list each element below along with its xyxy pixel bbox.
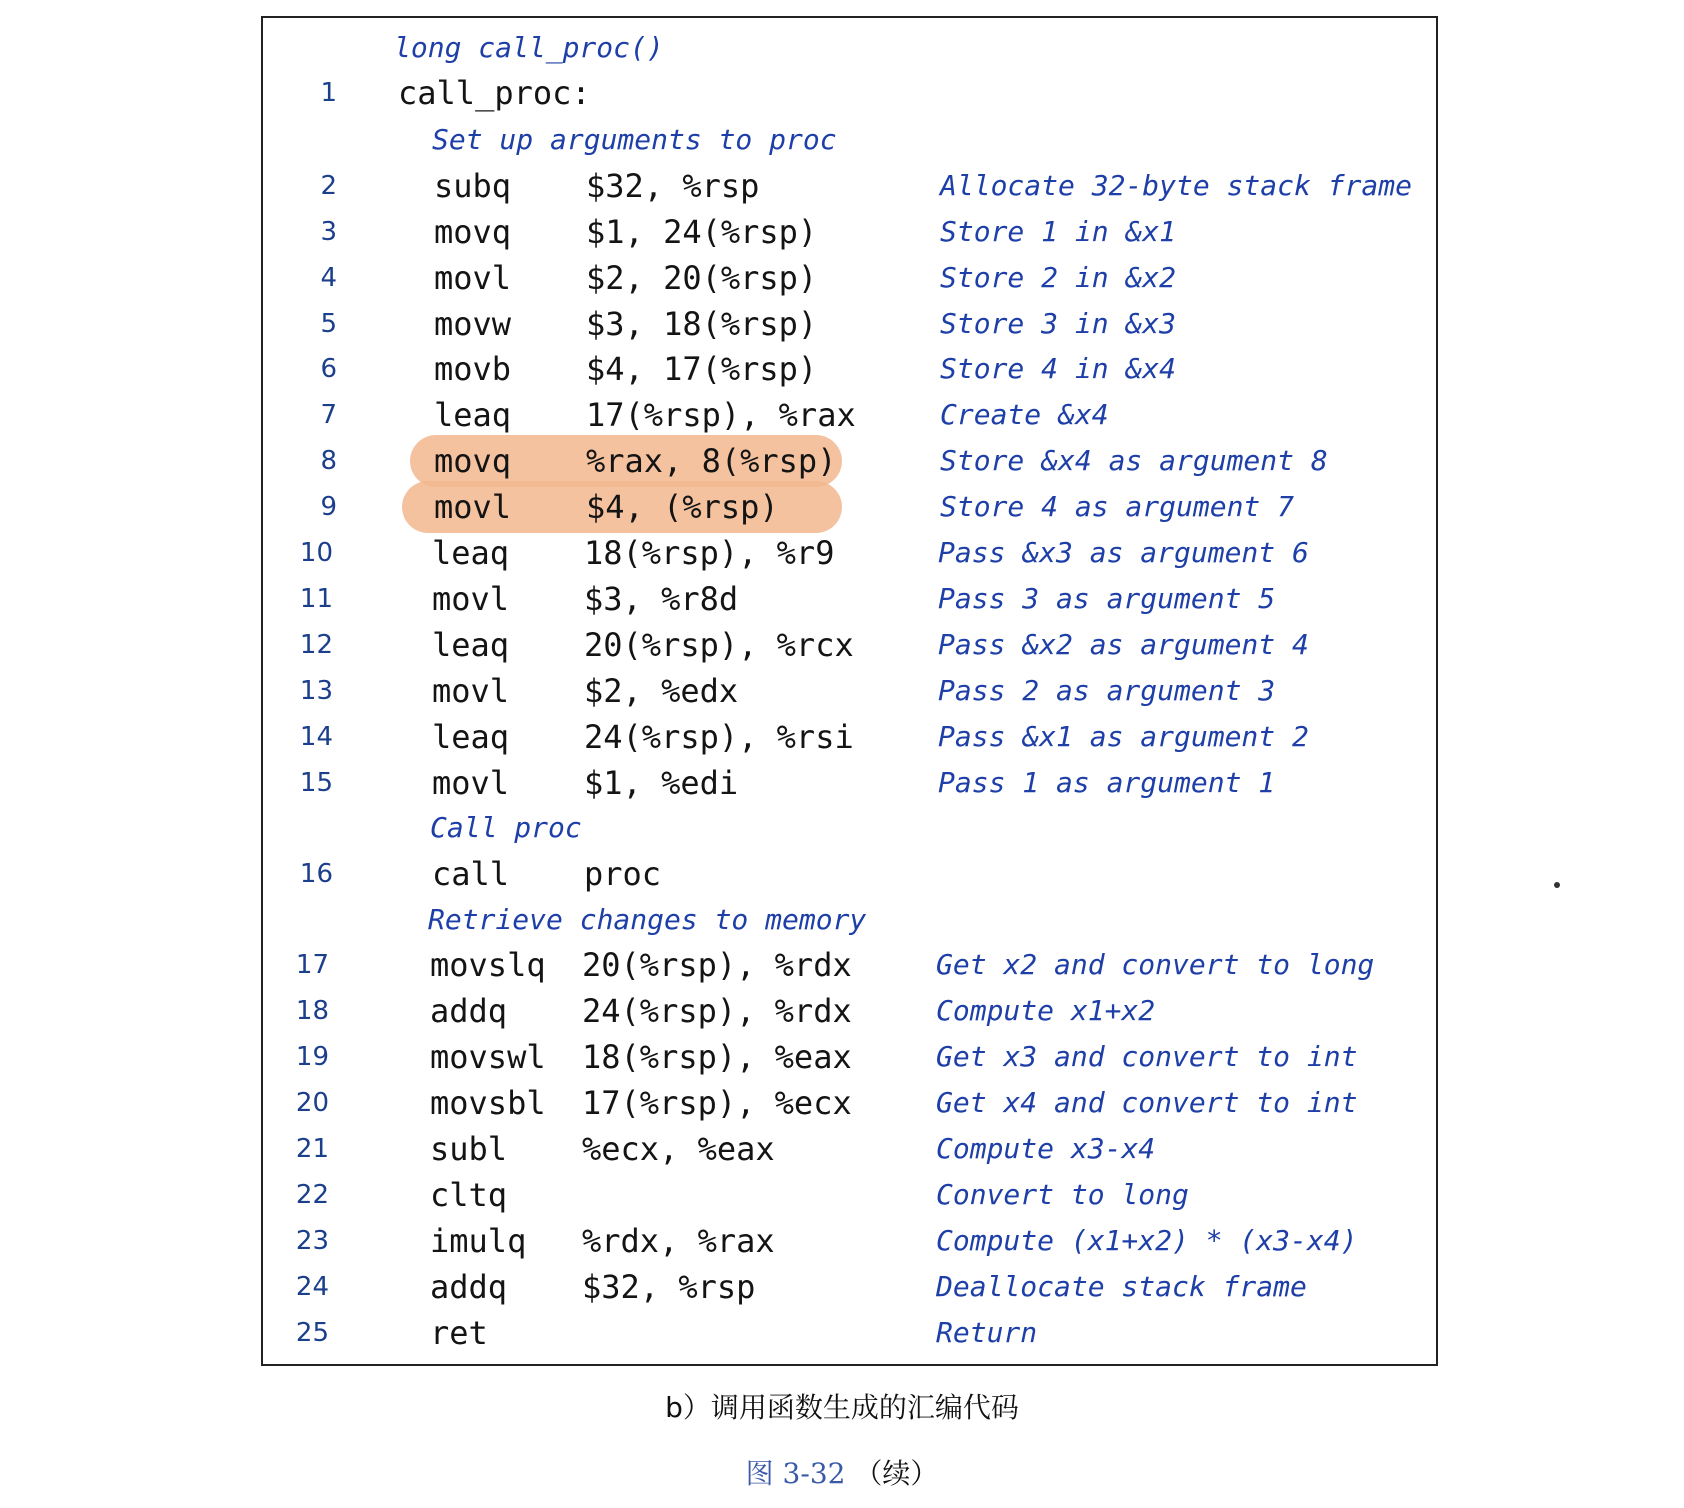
instruction-operands: %rax, 8(%rsp) bbox=[586, 442, 837, 480]
instruction-opcode: call bbox=[432, 855, 510, 893]
instruction-operands: $1, %edi bbox=[584, 764, 739, 802]
instruction-operands: %rdx, %rax bbox=[582, 1222, 775, 1260]
instruction-opcode: movq bbox=[434, 213, 512, 251]
instruction-opcode: subq bbox=[434, 167, 512, 205]
figure-label bbox=[0, 1452, 1684, 1492]
instruction-comment: Create &x4 bbox=[940, 398, 1109, 431]
line-number: 13 bbox=[299, 676, 333, 706]
instruction-operands: 17(%rsp), %ecx bbox=[582, 1084, 852, 1122]
instruction-opcode: movslq bbox=[430, 946, 546, 984]
instruction-operands: 20(%rsp), %rdx bbox=[582, 946, 852, 984]
instruction-comment: Store 2 in &x2 bbox=[940, 261, 1177, 294]
instruction-opcode: movb bbox=[434, 350, 512, 388]
instruction-opcode: leaq bbox=[432, 718, 510, 756]
instruction-comment: Pass &x3 as argument 6 bbox=[938, 536, 1309, 569]
line-number: 15 bbox=[299, 768, 333, 798]
line-number: 9 bbox=[320, 492, 337, 522]
instruction-opcode: leaq bbox=[432, 626, 510, 664]
section-label-call: Call proc bbox=[430, 811, 582, 844]
instruction-operands: %ecx, %eax bbox=[582, 1130, 775, 1168]
entry-label: call_proc: bbox=[398, 74, 591, 112]
instruction-opcode: movl bbox=[432, 672, 510, 710]
instruction-comment: Convert to long bbox=[936, 1178, 1189, 1211]
instruction-opcode: movq bbox=[434, 442, 512, 480]
line-number: 7 bbox=[320, 400, 337, 430]
instruction-operands: 24(%rsp), %rdx bbox=[582, 992, 852, 1030]
figure-suffix: （续） bbox=[854, 1457, 939, 1490]
line-number: 2 bbox=[320, 171, 337, 201]
instruction-operands: $4, 17(%rsp) bbox=[586, 350, 818, 388]
instruction-comment: Compute x3-x4 bbox=[936, 1132, 1156, 1165]
line-number: 6 bbox=[320, 354, 337, 384]
instruction-opcode: leaq bbox=[432, 534, 510, 572]
instruction-opcode: movsbl bbox=[430, 1084, 546, 1122]
instruction-opcode: addq bbox=[430, 1268, 508, 1306]
instruction-opcode: movswl bbox=[430, 1038, 546, 1076]
instruction-comment: Store 4 as argument 7 bbox=[940, 490, 1295, 523]
line-number: 19 bbox=[295, 1042, 329, 1072]
figure-label-prefix: 图 bbox=[745, 1457, 774, 1490]
instruction-operands: $4, (%rsp) bbox=[586, 488, 779, 526]
instruction-operands: $2, 20(%rsp) bbox=[586, 259, 818, 297]
instruction-comment: Pass &x1 as argument 2 bbox=[938, 720, 1309, 753]
stray-dot bbox=[1554, 882, 1560, 888]
instruction-opcode: movw bbox=[434, 305, 512, 343]
instruction-operands: 24(%rsp), %rsi bbox=[584, 718, 854, 756]
line-number: 17 bbox=[295, 950, 329, 980]
line-number: 4 bbox=[320, 263, 337, 293]
instruction-comment: Compute (x1+x2) * (x3-x4) bbox=[936, 1224, 1358, 1257]
instruction-operands: 17(%rsp), %rax bbox=[586, 396, 856, 434]
section-label-retrieve: Retrieve changes to memory bbox=[428, 903, 867, 936]
instruction-operands: 18(%rsp), %r9 bbox=[584, 534, 835, 572]
instruction-operands: proc bbox=[584, 855, 662, 893]
line-number: 16 bbox=[299, 859, 333, 889]
line-number: 24 bbox=[295, 1272, 329, 1302]
instruction-operands: $1, 24(%rsp) bbox=[586, 213, 818, 251]
figure-number: 3-32 bbox=[782, 1457, 846, 1490]
instruction-operands: 20(%rsp), %rcx bbox=[584, 626, 854, 664]
line-number: 20 bbox=[295, 1088, 329, 1118]
instruction-comment: Allocate 32-byte stack frame bbox=[940, 169, 1413, 202]
line-number: 14 bbox=[299, 722, 333, 752]
instruction-comment: Store 1 in &x1 bbox=[940, 215, 1177, 248]
function-signature: long call_proc() bbox=[394, 31, 664, 64]
instruction-opcode: addq bbox=[430, 992, 508, 1030]
instruction-opcode: cltq bbox=[430, 1176, 508, 1214]
line-number: 22 bbox=[295, 1180, 329, 1210]
instruction-opcode: ret bbox=[430, 1314, 488, 1352]
line-number: 21 bbox=[295, 1134, 329, 1164]
line-number: 1 bbox=[320, 78, 337, 108]
line-number: 12 bbox=[299, 630, 333, 660]
line-number: 11 bbox=[299, 584, 333, 614]
instruction-operands: $32, %rsp bbox=[586, 167, 760, 205]
instruction-opcode: movl bbox=[434, 259, 512, 297]
instruction-opcode: subl bbox=[430, 1130, 508, 1168]
instruction-opcode: imulq bbox=[430, 1222, 527, 1260]
line-number: 25 bbox=[295, 1318, 329, 1348]
line-number: 23 bbox=[295, 1226, 329, 1256]
instruction-comment: Get x3 and convert to int bbox=[936, 1040, 1358, 1073]
listing-caption: b）调用函数生成的汇编代码 bbox=[665, 1391, 1019, 1424]
instruction-opcode: leaq bbox=[434, 396, 512, 434]
instruction-comment: Pass 2 as argument 3 bbox=[938, 674, 1276, 707]
section-label-setup: Set up arguments to proc bbox=[432, 123, 837, 156]
instruction-operands: $3, 18(%rsp) bbox=[586, 305, 818, 343]
instruction-operands: $2, %edx bbox=[584, 672, 739, 710]
line-number: 5 bbox=[320, 309, 337, 339]
instruction-comment: Return bbox=[936, 1316, 1038, 1349]
instruction-opcode: movl bbox=[432, 764, 510, 802]
instruction-operands: $3, %r8d bbox=[584, 580, 739, 618]
instruction-opcode: movl bbox=[434, 488, 512, 526]
instruction-comment: Pass 3 as argument 5 bbox=[938, 582, 1276, 615]
instruction-comment: Deallocate stack frame bbox=[936, 1270, 1307, 1303]
line-number: 8 bbox=[320, 446, 337, 476]
instruction-comment: Get x4 and convert to int bbox=[936, 1086, 1358, 1119]
instruction-comment: Store 3 in &x3 bbox=[940, 307, 1177, 340]
instruction-comment: Pass 1 as argument 1 bbox=[938, 766, 1276, 799]
line-number: 3 bbox=[320, 217, 337, 247]
instruction-comment: Pass &x2 as argument 4 bbox=[938, 628, 1309, 661]
instruction-operands: $32, %rsp bbox=[582, 1268, 756, 1306]
instruction-comment: Get x2 and convert to long bbox=[936, 948, 1375, 981]
instruction-comment: Store 4 in &x4 bbox=[940, 352, 1177, 385]
line-number: 18 bbox=[295, 996, 329, 1026]
line-number: 10 bbox=[299, 538, 333, 568]
instruction-operands: 18(%rsp), %eax bbox=[582, 1038, 852, 1076]
instruction-comment: Compute x1+x2 bbox=[936, 994, 1156, 1027]
instruction-opcode: movl bbox=[432, 580, 510, 618]
instruction-comment: Store &x4 as argument 8 bbox=[940, 444, 1328, 477]
